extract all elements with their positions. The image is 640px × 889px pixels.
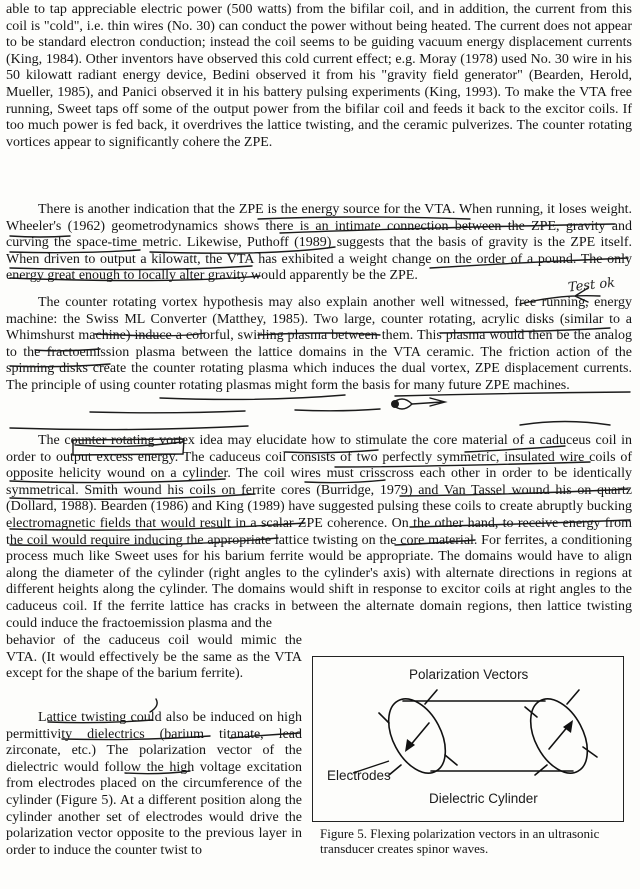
electrode-mark [445, 755, 457, 765]
paragraph-text: behavior of the caduceus coil would mimic the VTA. (It would effectively be the same as the VTA except for the shape of the barium ferrite). [6, 633, 302, 682]
paragraph-text: The counter rotating vortex idea may elucidate how to stimulate the core material of a caduceus coil in order to output excess energy. The caduceus coil consists of two perfectly symmetric, insulated wire coils of opposite helicity wound on a cylinder. The coil wires must crisscross each other in order to be identically symmetrical. Smith wound his coils on ferrite cores (Burridge, 1979) and Van Tassel wound his on quartz (Dollard, 1988). Bearden (1986) and King (1989) have suggested pulsing these coils to create abruptly bucking electromagnetic fields that would result in a scalar ZPE coherence. On the other hand, to receive energy from the coil would require inducing the appropriate lattice twisting on the core material. For ferrites, a conditioning process much like Sweet uses for his barium ferrite would be appropriate. The domains would have to align along the diameter of the cylinder (right angles to the cylinder's axis) with alternate directions in regions at different heights along the cylinder. The domains would shift in response to excitor coils at right angles to the caduceus coil. If the ferrite lattice has cracks in between the alternate domain regions, then lattice twisting could induce the fractoemission plasma and the [6, 433, 632, 631]
electrode-mark [583, 747, 597, 757]
figure-title: Polarization Vectors [409, 667, 529, 682]
figure-5 [312, 656, 624, 822]
electrode-mark [567, 690, 579, 704]
electrode-mark [535, 765, 547, 775]
paragraph-zpe-gravity [6, 202, 632, 285]
paragraph-text: able to tap appreciable electric power (500 watts) from the bifilar coil, and in addition, the current from this coil is "cold", i.e. thin wires (No. 30) can conduct the power without being heated. The current does not appear to be standard electron conduction; instead the coil seems to be guiding vacuum energy displacement currents (King, 1984). Other inventors have observed this cold current effect; e.g. Moray (1978) used No. 30 wire in his 50 kilowatt radiant energy device, Bedini observed it from his "gravity field generator" (Bearden, Herold, Mueller, 1985), and Panici observed it in his battery pulsing experiments (King, 1993). To make the VTA free running, Sweet taps off some of the output power from the bifilar coil and feeds it back to the excitor coils. If too much power is fed back, it overdrives the lattice twisting, and the ceramic pulverizes. The counter rotating vortices appear to significantly cohere the ZPE. [6, 2, 632, 150]
paragraph-lattice-twisting [6, 710, 302, 859]
paragraph-text: Lattice twisting could also be induced on high permittivity dielectrics (barium titanate, lead zirconate, etc.) The polarization vector of the dielectric would follow the high voltage excitation from electrodes placed on the circumference of the cylinder (Figure 5). At a different position along the cylinder another set of electrodes would drive the polarization vector opposite to the previous layer in order to induce the counter twist to [6, 710, 302, 858]
electrodes-label: Electrodes [327, 768, 391, 783]
paragraph-mimic-vta [6, 633, 302, 683]
electrode-mark [379, 713, 389, 723]
margin-note: Test ok [567, 275, 616, 296]
electrode-mark [425, 690, 437, 704]
dielectric-cylinder-label: Dielectric Cylinder [429, 791, 538, 806]
ink-dot [391, 400, 399, 408]
paragraph-text: There is another indication that the ZPE is the energy source for the VTA. When running, it loses weight. Wheeler's (1962) geometrodynamics shows there is an intimate connection between the ZPE, gravity and curving the space-time metric. Likewise, Puthoff (1989) suggests that the basis of gravity is the ZPE itself. When driven to output a kilowatt, the VTA has exhibited a weight change on the order of a pound. The only energy great enough to locally alter gravity would apparently be the ZPE. [6, 202, 632, 284]
paragraph-swiss-converter [6, 295, 632, 395]
paragraph-cold-current [6, 2, 632, 151]
paragraph-text: The counter rotating vortex hypothesis may also explain another well witnessed, free running, energy machine: the Swiss ML Converter (Matthey, 1985). Two large, counter rotating, acrylic disks (similar to a Whimshurst machine) induce a colorful, swirling plasma between them. This plasma would then be the analog to the fractoemission plasma between the lattice domains in the VTA ceramic. The friction action of the spinning disks create the counter rotating plasma which induces the dual vortex, ZPE displacement currents. The principle of using counter rotating plasmas might form the basis for many future ZPE machines. [6, 295, 632, 393]
paragraph-caduceus-coil [6, 433, 632, 632]
figure-caption: Figure 5. Flexing polarization vectors in an ultrasonic transducer creates spinor waves. [320, 826, 600, 856]
